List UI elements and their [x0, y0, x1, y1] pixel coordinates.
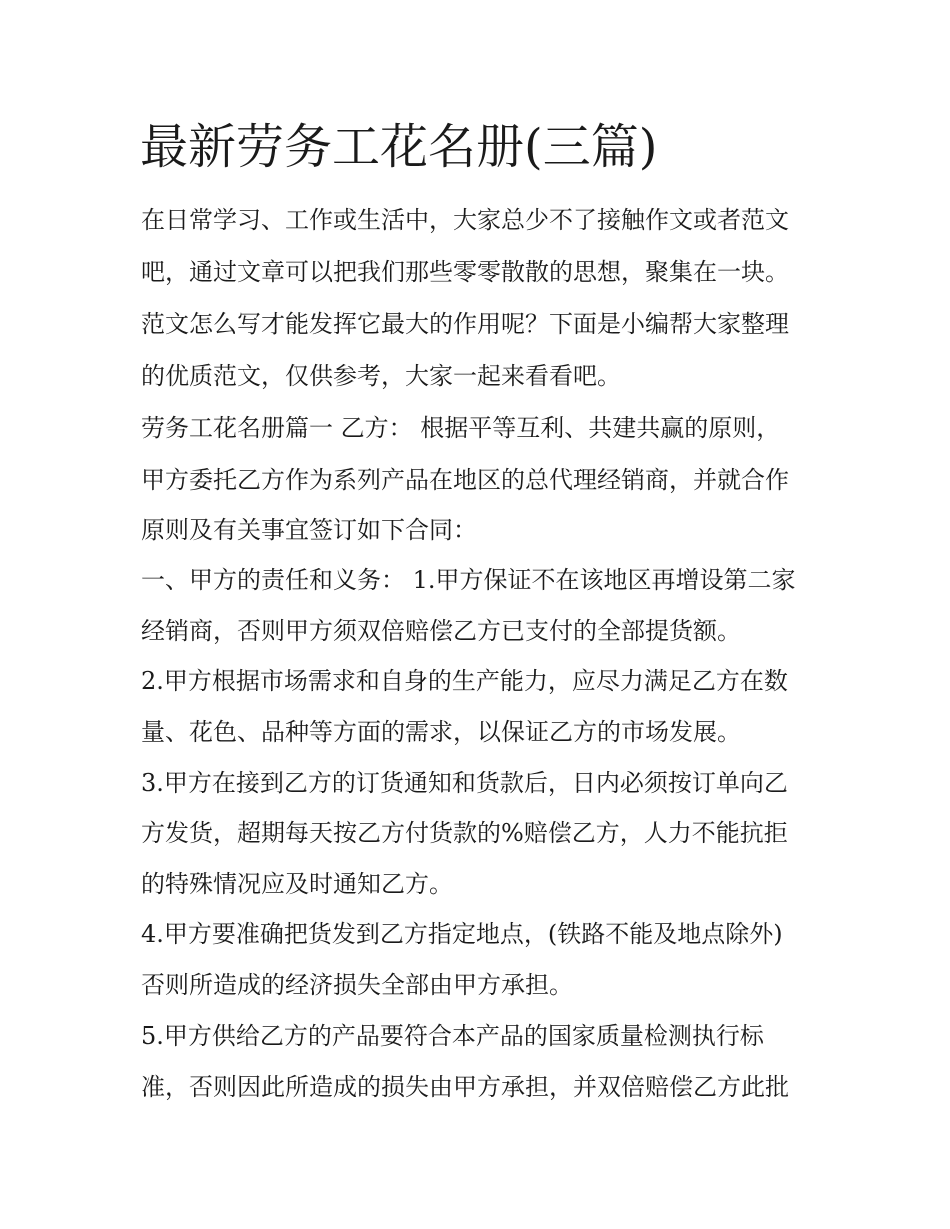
body-line: 5.甲方供给乙方的产品要符合本产品的国家质量检测执行标	[141, 1022, 764, 1050]
body-line: 原则及有关事宜签订如下合同：	[141, 516, 477, 544]
body-line: 经销商，否则甲方须双倍赔偿乙方已支付的全部提货额。	[141, 617, 741, 645]
body-line: 范文怎么写才能发挥它最大的作用呢？下面是小编帮大家整理	[141, 310, 789, 338]
body-line: 3.甲方在接到乙方的订货通知和货款后，日内必须按订单向乙	[141, 769, 788, 797]
body-line: 劳务工花名册篇一 乙方： 根据平等互利、共建共赢的原则，	[141, 414, 781, 442]
body-line: 一、甲方的责任和义务： 1.甲方保证不在该地区再增设第二家	[141, 566, 796, 594]
body-line: 准，否则因此所造成的损失由甲方承担，并双倍赔偿乙方此批	[141, 1073, 789, 1101]
document-title: 最新劳务工花名册(三篇)	[140, 119, 658, 175]
body-line: 否则所造成的经济损失全部由甲方承担。	[141, 971, 573, 999]
body-line: 的优质范文，仅供参考，大家一起来看看吧。	[141, 362, 621, 390]
body-line: 甲方委托乙方作为系列产品在地区的总代理经销商，并就合作	[141, 466, 789, 494]
body-line: 吧，通过文章可以把我们那些零零散散的思想，聚集在一块。	[141, 258, 789, 286]
body-line: 量、花色、品种等方面的需求，以保证乙方的市场发展。	[141, 718, 741, 746]
body-line: 的特殊情况应及时通知乙方。	[141, 870, 453, 898]
body-line: 方发货，超期每天按乙方付货款的%赔偿乙方，人力不能抗拒	[141, 819, 788, 847]
body-line: 4.甲方要准确把货发到乙方指定地点，(铁路不能及地点除外)	[141, 920, 783, 948]
body-line: 2.甲方根据市场需求和自身的生产能力，应尽力满足乙方在数	[141, 667, 788, 695]
body-line: 在日常学习、工作或生活中，大家总少不了接触作文或者范文	[141, 206, 789, 234]
